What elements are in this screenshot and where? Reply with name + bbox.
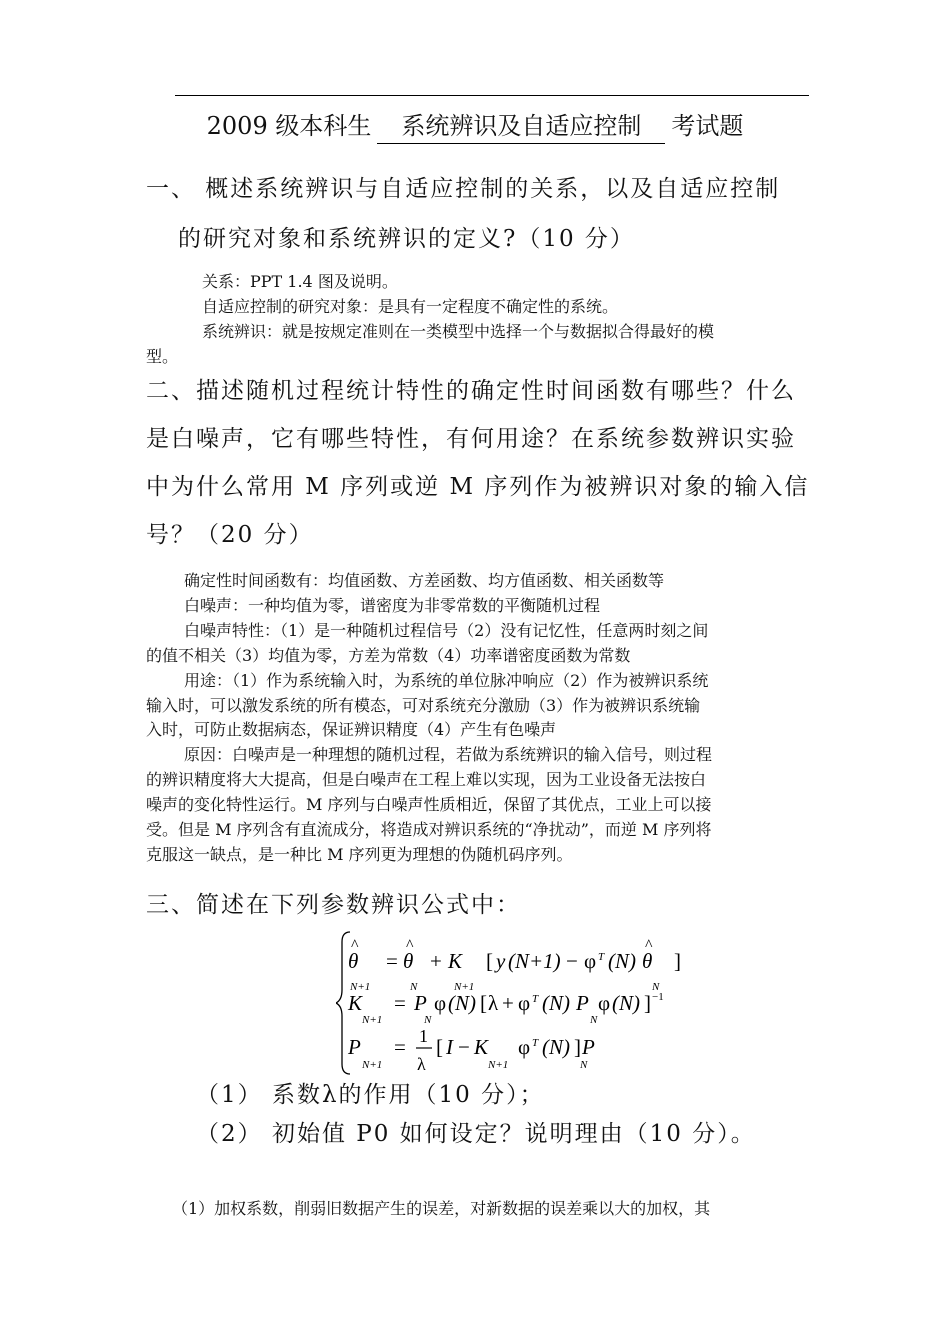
formula-sub: N bbox=[410, 981, 418, 993]
formula-hat: ^ bbox=[406, 937, 414, 954]
q2-line: 二、描述随机过程统计特性的确定性时间函数有哪些？什么 bbox=[146, 378, 796, 404]
formula-lbr: [ bbox=[480, 991, 487, 1015]
formula-arg: (N) bbox=[608, 949, 636, 973]
formula-sub: N+1 bbox=[362, 1059, 383, 1071]
q1-line1: 一、 概述系统辨识与自适应控制的关系，以及自适应控制 bbox=[146, 176, 781, 202]
formula-theta: θ bbox=[642, 949, 653, 973]
a2-line: 用途：（1）作为系统输入时，为系统的单位脉冲响应（2）作为被辨识系统 bbox=[184, 671, 709, 690]
formula-phi: φ bbox=[598, 991, 611, 1015]
a2-line: 输入时，可以激发系统的所有模态，可对系统充分激励（3）作为被辨识系统输 bbox=[146, 696, 701, 715]
formula-sup: T bbox=[532, 993, 539, 1005]
formula-arg: (N+1) bbox=[508, 949, 561, 973]
formula-phi: φ bbox=[518, 991, 531, 1015]
formula-hat: ^ bbox=[645, 937, 653, 954]
formula-plus: + bbox=[430, 949, 442, 973]
a3-line: （1）加权系数，削弱旧数据产生的误差，对新数据的误差乘以大的加权，其 bbox=[172, 1199, 711, 1218]
formula-plus: + bbox=[502, 991, 514, 1015]
formula-sup: T bbox=[532, 1037, 539, 1049]
header-rule bbox=[175, 95, 809, 96]
formula-theta: θ bbox=[348, 949, 359, 973]
a2-line: 入时，可防止数据病态，保证辨识精度（4）产生有色噪声 bbox=[146, 720, 557, 739]
a2-line: 克服这一缺点，是一种比 M 序列更为理想的伪随机码序列。 bbox=[146, 845, 573, 864]
formula-sub: N+1 bbox=[454, 981, 475, 993]
formula-P: P bbox=[582, 1035, 595, 1059]
rls-formula bbox=[336, 928, 696, 1078]
formula-phi: φ bbox=[584, 949, 597, 973]
a2-line: 受。但是 M 序列含有直流成分，将造成对辨识系统的“净扰动”，而逆 M 序列将 bbox=[146, 820, 712, 839]
q2-line: 是白噪声，它有哪些特性，有何用途？在系统参数辨识实验 bbox=[146, 426, 796, 452]
title-suffix: 考试题 bbox=[671, 112, 744, 140]
formula-sub: N+1 bbox=[350, 981, 371, 993]
formula-arg: (N) bbox=[542, 991, 570, 1015]
a1-line: 系统辨识：就是按规定准则在一类模型中选择一个与数据拟合得最好的模 bbox=[202, 322, 715, 341]
formula-eq: = bbox=[386, 949, 398, 973]
formula-P: P bbox=[414, 991, 427, 1015]
a2-line: 白噪声特性：（1）是一种随机过程信号（2）没有记忆性，任意两时刻之间 bbox=[184, 621, 709, 640]
formula-sub: N+1 bbox=[488, 1059, 509, 1071]
exam-title bbox=[0, 106, 950, 144]
formula-sup: −1 bbox=[652, 991, 664, 1003]
formula-one: 1 bbox=[419, 1026, 428, 1046]
formula-sub: N+1 bbox=[362, 1014, 383, 1026]
a2-line: 白噪声：一种均值为零，谱密度为非零常数的平衡随机过程 bbox=[184, 596, 601, 615]
formula-I: I bbox=[446, 1035, 453, 1059]
formula-K: K bbox=[448, 949, 463, 973]
formula-arg: (N) bbox=[612, 991, 640, 1015]
formula-sub: N bbox=[424, 1014, 432, 1026]
q3-sub1: （1） 系数λ的作用（10 分）； bbox=[196, 1082, 545, 1108]
formula-hat: ^ bbox=[351, 937, 359, 954]
a1-line: 型。 bbox=[146, 347, 179, 366]
formula-phi: φ bbox=[434, 991, 447, 1015]
formula-P: P bbox=[576, 991, 589, 1015]
q3-intro: 三、简述在下列参数辨识公式中： bbox=[146, 892, 521, 918]
formula-lambda: λ bbox=[488, 991, 499, 1015]
formula-theta: θ bbox=[403, 949, 414, 973]
formula-P: P bbox=[348, 1035, 361, 1059]
formula-rbr: ] bbox=[574, 1035, 581, 1059]
formula-lbr: [ bbox=[486, 949, 493, 973]
a1-line: 自适应控制的研究对象：是具有一定程度不确定性的系统。 bbox=[202, 297, 619, 316]
q1-line2: 的研究对象和系统辨识的定义?（10 分） bbox=[178, 226, 635, 252]
q2-line: 中为什么常用 M 序列或逆 M 序列作为被辨识对象的输入信 bbox=[146, 474, 810, 500]
formula-y: y bbox=[496, 949, 506, 973]
formula-rbr: ] bbox=[644, 991, 651, 1015]
a2-line: 确定性时间函数有：均值函数、方差函数、均方值函数、相关函数等 bbox=[184, 571, 665, 590]
formula-eq: = bbox=[394, 991, 406, 1015]
a2-line: 的辨识精度将大大提高，但是白噪声在工程上难以实现，因为工业设备无法按白 bbox=[146, 770, 707, 789]
title-course: 系统辨识及自适应控制 bbox=[377, 106, 665, 144]
formula-sub: N bbox=[652, 981, 660, 993]
formula-sup: T bbox=[598, 951, 605, 963]
a2-line: 噪声的变化特性运行。M 序列与白噪声性质相近，保留了其优点，工业上可以接 bbox=[146, 795, 712, 814]
formula-phi: φ bbox=[518, 1035, 531, 1059]
formula-lbr: [ bbox=[436, 1035, 443, 1059]
q3-sub2: （2） 初始值 P0 如何设定？说明理由（10 分）。 bbox=[196, 1121, 756, 1147]
formula-sub: N bbox=[580, 1059, 588, 1071]
formula-K: K bbox=[474, 1035, 489, 1059]
formula-minus: − bbox=[566, 949, 578, 973]
a2-line: 原因：白噪声是一种理想的随机过程，若做为系统辨识的输入信号，则过程 bbox=[184, 745, 713, 764]
formula-sub: N bbox=[590, 1014, 598, 1026]
formula-arg: (N) bbox=[448, 991, 476, 1015]
formula-eq: = bbox=[394, 1035, 406, 1059]
formula-K: K bbox=[348, 991, 363, 1015]
a1-line: 关系：PPT 1.4 图及说明。 bbox=[202, 272, 398, 291]
title-prefix: 2009 级本科生 bbox=[206, 112, 372, 140]
formula-arg: (N) bbox=[542, 1035, 570, 1059]
a2-line: 的值不相关（3）均值为零，方差为常数（4）功率谱密度函数为常数 bbox=[146, 646, 631, 665]
q2-line: 号？（20 分） bbox=[146, 522, 314, 548]
formula-lambda: λ bbox=[417, 1054, 426, 1074]
formula-minus: − bbox=[458, 1035, 470, 1059]
formula-rbr: ] bbox=[674, 949, 681, 973]
